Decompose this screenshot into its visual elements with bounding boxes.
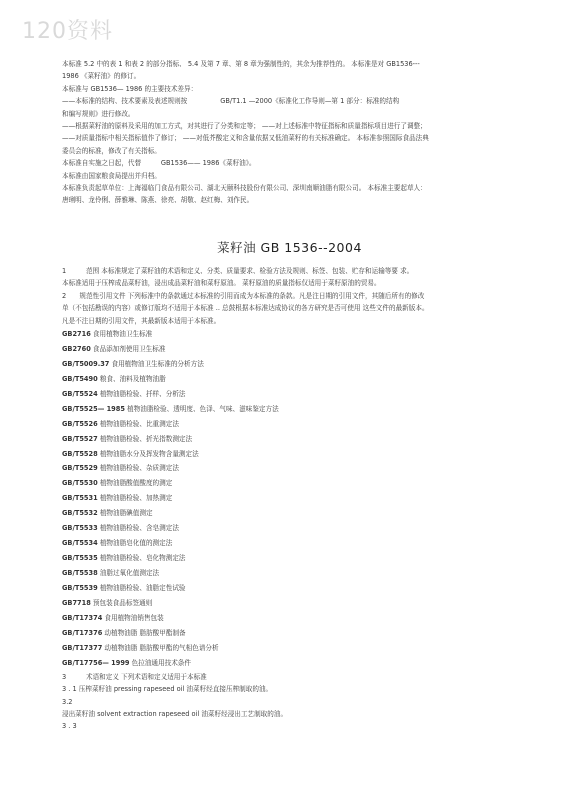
scope-section <box>62 265 517 327</box>
reference-code: GB/T5534 <box>62 539 98 548</box>
preface-line: ——本标准的结构、技术要素及表述规则按 GB/T1.1 —2000《标准化工作导则—第 1 部分：标准的结构 <box>62 97 400 106</box>
tail-line <box>62 720 517 732</box>
reference-code: GB/T17376 <box>62 628 103 637</box>
tail-line <box>62 671 517 683</box>
reference-code: GB/T5524 <box>62 389 98 398</box>
tail-line <box>62 696 517 708</box>
reference-code: GB/T5490 <box>62 374 98 383</box>
reference-item <box>62 581 517 596</box>
reference-title: 植物油脂检验、加热测定 <box>99 494 173 503</box>
reference-code: GB/T5538 <box>62 569 98 578</box>
clause-number: 2 <box>62 291 67 300</box>
clause-text: 范围 本标准规定了菜籽油的术语和定义、分类、质量要求、检验方法及规则、标签、包装、贮存和运输等要 求。 <box>66 266 414 275</box>
reference-item <box>62 611 517 626</box>
reference-item <box>62 387 517 402</box>
reference-code: GB/T5527 <box>62 434 98 443</box>
reference-title: 粮食、油料及植物油脂 <box>99 374 166 383</box>
clause-number: 1 <box>62 266 67 275</box>
reference-title: 植物油脂检验、皂化物测定法 <box>99 554 186 563</box>
body-line <box>62 315 517 327</box>
reference-code: GB/T5529 <box>62 464 98 473</box>
reference-item <box>62 626 517 641</box>
reference-code: GB/T5530 <box>62 479 98 488</box>
clause-text: 3 . 3 <box>62 722 77 731</box>
reference-item <box>62 566 517 581</box>
normative-references-list <box>62 327 517 671</box>
body-line <box>62 277 517 289</box>
reference-title: 植物油脂检验、油脂定性试验 <box>99 584 186 593</box>
clause-text: 规范性引用文件 下列标准中的条款通过本标准的引用而成为本标准的条款。凡是注日期的引用文件，其随后所有的修改 <box>66 291 425 300</box>
tail-line <box>62 708 517 720</box>
document-page <box>62 58 517 733</box>
preface-line: 本标准自实施之日起，代替 GB1536—— 1986《菜籽油》。 <box>62 159 256 168</box>
preface-line: 本标准负责起草单位：上海福临门食品有限公司、湖北天颐科技股份有限公司、深圳南顺油脂有限公司。 本标准主要起草人： <box>62 184 427 193</box>
reference-title: 植物油脂检验、透明度、色泽、气味、滋味鉴定方法 <box>127 404 279 413</box>
clause-text: 浸出菜籽油 solvent extraction rapeseed oil 油菜籽经浸出工艺制取的油。 <box>62 710 288 719</box>
reference-item <box>62 342 517 357</box>
preface-line: 委员会的标准，修改了有关指标。 <box>62 146 161 155</box>
reference-code: GB/T5532 <box>62 509 98 518</box>
reference-title: 食用植物油销售包装 <box>104 614 164 623</box>
reference-code: GB/T17377 <box>62 643 103 652</box>
clause-text: 3 . 1 压榨菜籽油 pressing rapeseed oil 油菜籽经直接压榨制取的油。 <box>62 685 273 694</box>
reference-title: 植物油脂检验、扦样、分析法 <box>99 389 186 398</box>
reference-code: GB/T5526 <box>62 419 98 428</box>
body-line <box>62 265 517 277</box>
preface-section <box>62 58 517 207</box>
reference-item <box>62 476 517 491</box>
preface-line: 和编写规则》进行修改。 <box>62 109 135 118</box>
terms-section <box>62 671 517 733</box>
preface-line: 1986 《菜籽油》的修订。 <box>62 72 141 81</box>
reference-code: GB/T5009.37 <box>62 359 110 368</box>
preface-line: ——根据菜籽油的原料及采用的加工方式，对其进行了分类和定等； ——对上述标准中特征指标和质量指标项目进行了调整； <box>62 122 427 131</box>
reference-code: GB7718 <box>62 599 91 608</box>
reference-code: GB/T5533 <box>62 524 98 533</box>
reference-code: GB/T5525— 1985 <box>62 404 125 413</box>
reference-code: GB/T5535 <box>62 554 98 563</box>
body-line <box>62 290 517 302</box>
reference-item <box>62 447 517 462</box>
reference-item <box>62 491 517 506</box>
reference-code: GB/T17756— 1999 <box>62 658 130 667</box>
reference-title: 植物油脂检验、杂质测定法 <box>99 464 179 473</box>
reference-title: 植物油脂水分及挥发物含量测定法 <box>99 449 199 458</box>
reference-code: GB/T5539 <box>62 584 98 593</box>
reference-code: GB2760 <box>62 344 91 353</box>
reference-item <box>62 372 517 387</box>
preface-line: ——对质量指标中相关指标值作了修订； ——对低芥酸定义和含量依据又低油菜籽的有关标准确定。 本标准参照国际食品法典 <box>62 134 429 143</box>
reference-code: GB/T5528 <box>62 449 98 458</box>
reference-item <box>62 432 517 447</box>
reference-title: 植物油脂皂化值的测定法 <box>99 539 173 548</box>
reference-item <box>62 402 517 417</box>
reference-title: 油脂过氧化值测定法 <box>99 569 160 578</box>
reference-title: 动植物油脂 脂肪酸甲酯制备 <box>104 628 186 637</box>
reference-item <box>62 551 517 566</box>
reference-item <box>62 641 517 656</box>
clause-text: 单（不包括勘误的内容）或修订版均不适用于本标准 .. 总鼓根据本标准达成协议的各方研究是否可使用 这些文件的最新版本。 <box>62 304 429 313</box>
reference-title: 食用植物油卫生标准的分析方法 <box>111 359 204 368</box>
preface-line: 本标准由国家粮食局提出并归档。 <box>62 171 161 180</box>
clause-number: 3 <box>62 672 67 681</box>
preface-line: 唐琍明、龙伶俐、薛雅琳、陈燕、徐亮、胡敬、赵红梅、刘作民。 <box>62 196 254 205</box>
reference-item <box>62 656 517 671</box>
reference-code: GB/T5531 <box>62 494 98 503</box>
body-line <box>62 302 517 314</box>
clause-text: 术语和定义 下列术语和定义适用于本标准 <box>66 672 207 681</box>
watermark: 120资料 <box>22 19 113 44</box>
reference-item <box>62 357 517 372</box>
reference-title: 植物油脂检验、含皂测定法 <box>99 524 179 533</box>
reference-code: GB/T17374 <box>62 614 103 623</box>
reference-code: GB2716 <box>62 329 91 338</box>
clause-text: 3.2 <box>62 697 73 706</box>
document-title: 菜籽油 GB 1536--2004 <box>217 239 362 255</box>
reference-item <box>62 506 517 521</box>
preface-line: 本标准 5.2 中的表 1 和表 2 的部分指标、 5.4 及第 7 章、第 8 章为强制性的，其余为推荐性的。 本标准是对 GB1536--- <box>62 60 420 68</box>
reference-item <box>62 417 517 432</box>
reference-title: 食品添加剂使用卫生标准 <box>92 344 166 353</box>
reference-title: 色拉油通用技术条件 <box>131 658 191 667</box>
reference-title: 动植物油脂 脂肪酸甲酯的气相色谱分析 <box>104 643 219 652</box>
reference-title: 植物油脂检验、折光指数测定法 <box>99 434 193 443</box>
reference-title: 植物油脂碘值测定 <box>99 509 153 518</box>
reference-item <box>62 521 517 536</box>
reference-item <box>62 596 517 611</box>
preface-line: 本标准与 GB1536— 1986 的主要技术差异： <box>62 84 198 93</box>
reference-title: 植物油脂检验、比重测定法 <box>99 419 179 428</box>
reference-item <box>62 327 517 342</box>
tail-line <box>62 683 517 695</box>
clause-text: 本标准适用于压榨成品菜籽油，浸出成品菜籽油和菜籽原油。 菜籽原油的质量指标仅适用于菜籽原油的贸易。 <box>62 279 381 288</box>
reference-title: 食用植物油卫生标准 <box>92 329 153 338</box>
reference-item <box>62 536 517 551</box>
reference-title: 植物油脂酸值酸度的测定 <box>99 479 173 488</box>
reference-title: 预包装食品标签通则 <box>92 599 153 608</box>
clause-text: 凡是不注日期的引用文件，其最新版本适用于本标准。 <box>62 316 221 325</box>
reference-item <box>62 461 517 476</box>
